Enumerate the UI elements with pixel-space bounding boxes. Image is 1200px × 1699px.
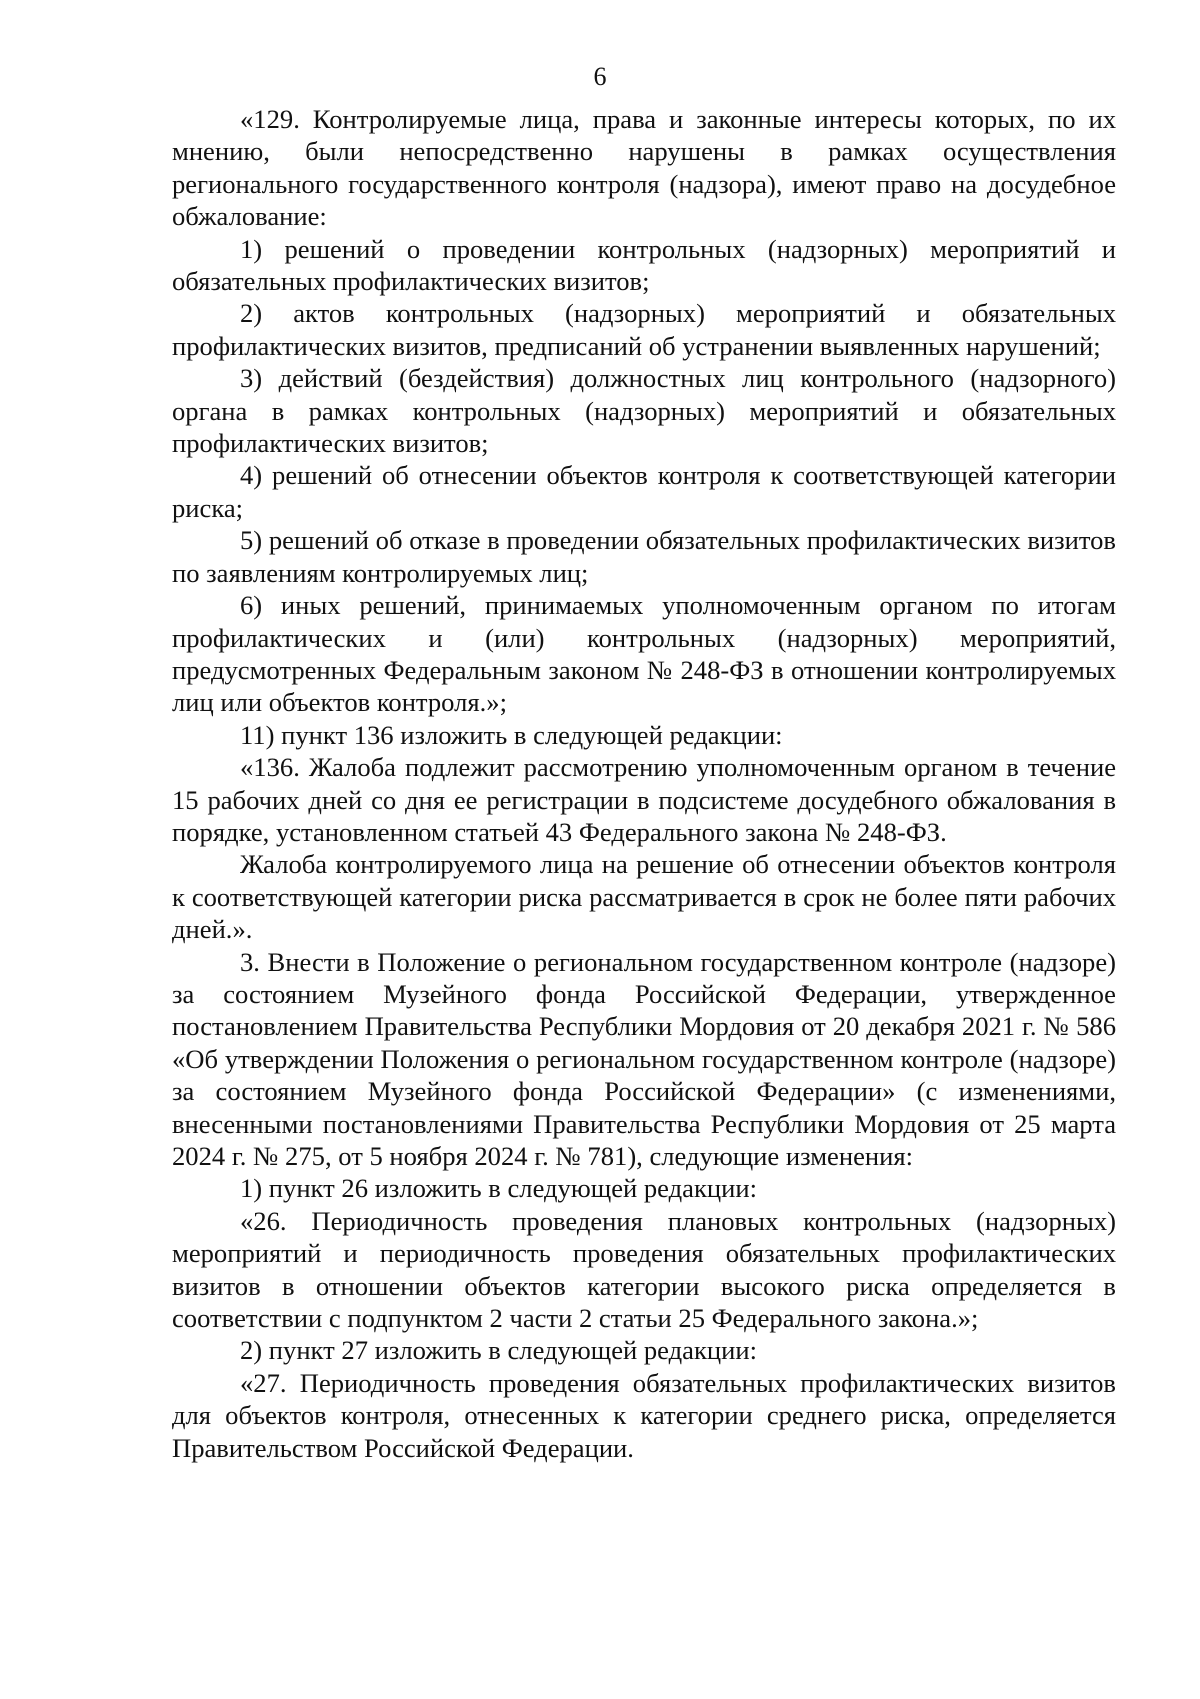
paragraph-point-27-intro: 2) пункт 27 изложить в следующей редакции: <box>240 1335 757 1366</box>
page-number: 6 <box>593 62 607 91</box>
paragraph-26: «26. Периодичность проведения плановых контрольных (надзорных) мероприятий и периодичность проведения обязательных профилактических визитов в отношении объектов категории высокого риска определяется в соответствии с подпунктом 2 части 2 статьи 25 Федерального закона.»; <box>172 1205 1116 1334</box>
paragraph-item-4: 4) решений об отнесении объектов контроля к соответствующей категории риска; <box>172 460 1116 523</box>
paragraph-item-2: 2) актов контрольных (надзорных) мероприятий и обязательных профилактических визитов, предписаний об устранении выявленных нарушений; <box>172 298 1116 361</box>
paragraph-section-3: 3. Внести в Положение о региональном государственном контроле (надзоре) за состоянием Музейного фонда Российской Федерации, утвержденное постановлением Правительства Республики Мордовия от 20 декабря 2021 г. № 586 «Об утверждении Положения о региональном государственном контроле (надзоре) за состоянием Музейного фонда Российской Федерации» (с изменениями, внесенными постановлениями Правительства Республики Мордовия от 25 марта 2024 г. № 275, от 5 ноября 2024 г. № 781), следующие изменения: <box>172 946 1116 1171</box>
paragraph-item-6: 6) иных решений, принимаемых уполномоченным органом по итогам профилактических и (или) контрольных (надзорных) мероприятий, предусмотренных Федеральным законом № 248-ФЗ в отношении контролируемых лиц или объектов контроля.»; <box>172 590 1116 718</box>
paragraph-129-intro: «129. Контролируемые лица, права и законные интересы которых, по их мнению, были непосредственно нарушены в рамках осуществления регионального государственного контроля (надзора), имеют право на досудебное обжалование: <box>172 104 1116 232</box>
paragraph-item-1: 1) решений о проведении контрольных (надзорных) мероприятий и обязательных профилактических визитов; <box>172 233 1116 297</box>
paragraph-item-5: 5) решений об отказе в проведении обязательных профилактических визитов по заявлениям контролируемых лиц; <box>172 525 1116 588</box>
paragraph-point-11: 11) пункт 136 изложить в следующей редакции: <box>240 719 783 750</box>
document-body <box>172 103 1116 1464</box>
paragraph-136: «136. Жалоба подлежит рассмотрению уполномоченным органом в течение 15 рабочих дней со дня ее регистрации в подсистеме досудебного обжалования в порядке, установленном статьей 43 Федерального закона № 248-ФЗ. <box>172 752 1116 847</box>
paragraph-complaint-risk: Жалоба контролируемого лица на решение об отнесении объектов контроля к соответствующей категории риска рассматривается в срок не более пяти рабочих дней.». <box>172 849 1116 945</box>
paragraph-item-3: 3) действий (бездействия) должностных лиц контрольного (надзорного) органа в рамках контрольных (надзорных) мероприятий и обязательных профилактических визитов; <box>172 363 1116 459</box>
paragraph-point-26-intro: 1) пункт 26 изложить в следующей редакции: <box>240 1173 757 1204</box>
paragraph-27: «27. Периодичность проведения обязательных профилактических визитов для объектов контроля, отнесенных к категории среднего риска, определяется Правительством Российской Федерации. <box>172 1367 1116 1463</box>
